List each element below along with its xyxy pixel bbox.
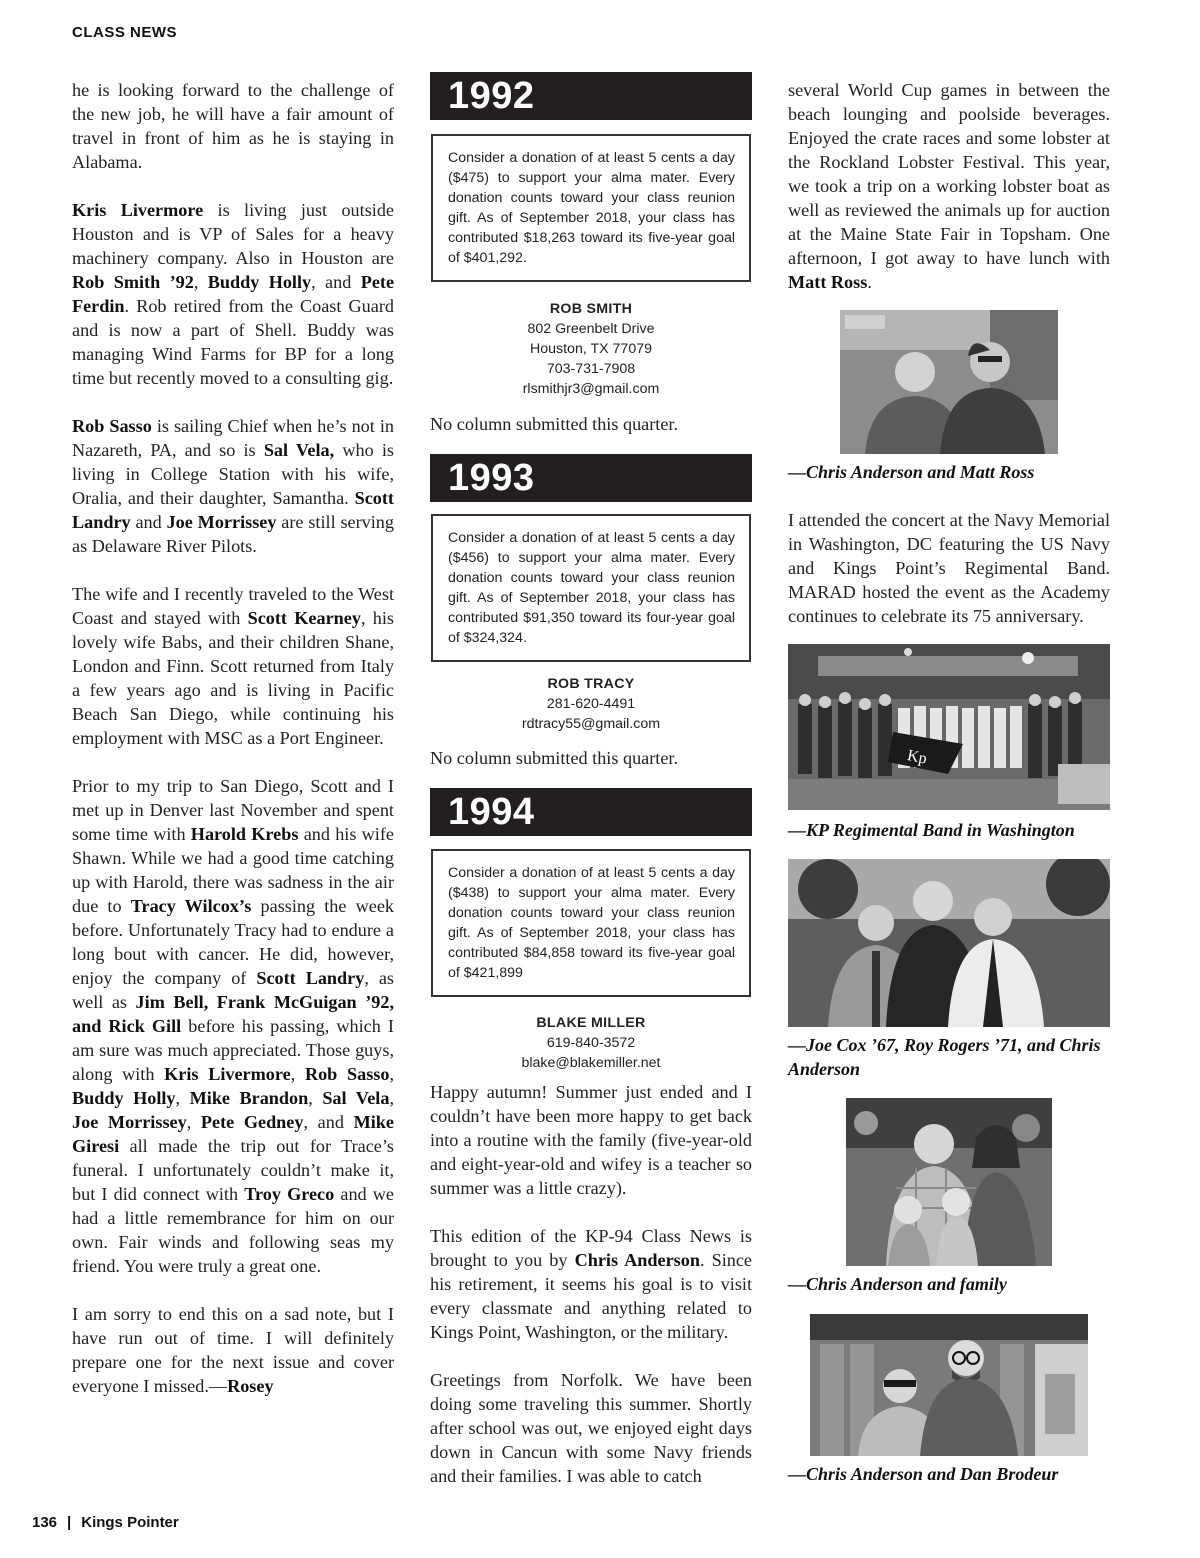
right-column-paragraph-2 <box>788 508 1110 628</box>
flag-text: Kp <box>905 747 929 768</box>
mid-paragraph: This edition of the KP-94 Class News is brought to you by Chris Anderson. Since his retirement, it seems his goal is to visit every classmate and anything related to Kings Point, Washington, or the military. <box>430 1226 752 1342</box>
left-column <box>72 78 394 1398</box>
photo-regimental-band <box>788 644 1110 810</box>
contact-email[interactable]: rlsmithjr3@gmail.com <box>522 381 660 397</box>
donation-box-1992: Consider a donation of at least 5 cents a day ($475) to support your alma mater. Every donation counts toward your class reunion gift. As of September 2018, your class has contributed $18,263 toward its five-year goal of $401,292. <box>431 134 751 282</box>
right-column <box>788 78 1110 294</box>
contact-name: ROB SMITH <box>549 301 633 317</box>
page-footer <box>32 1514 179 1531</box>
photo-caption: —KP Regimental Band in Washington <box>788 820 1075 840</box>
left-paragraph: Rob Sasso is sailing Chief when he’s not in Nazareth, PA, and so is Sal Vela, who is living in College Station with his wife, Oralia, and their daughter, Samantha. Scott Landry and Joe Morrissey are still serving as Delaware River Pilots. <box>72 416 394 556</box>
class-year-header-1992: 1992 <box>430 72 752 120</box>
contact-name: BLAKE MILLER <box>536 1015 646 1031</box>
contact-phone: 281-620-4491 <box>546 696 636 712</box>
left-paragraph: I am sorry to end this on a sad note, but I have run out of time. I will definitely prepare one for the next issue and cover everyone I missed.—Rosey <box>72 1304 394 1396</box>
contact-name: ROB TRACY <box>547 676 635 692</box>
photo-caption: —Chris Anderson and Dan Brodeur <box>788 1464 1059 1484</box>
class-contact-1993 <box>430 674 752 734</box>
donation-box-1994: Consider a donation of at least 5 cents a day ($438) to support your alma mater. Every donation counts toward your class reunion gift. As of September 2018, your class has contributed $84,858 toward its five-year goal of $421,899 <box>431 849 751 997</box>
contact-email[interactable]: blake@blakemiller.net <box>521 1055 661 1071</box>
section-title: CLASS NEWS <box>72 24 178 41</box>
no-column-note-1992: No column submitted this quarter. <box>430 414 679 434</box>
mid-paragraph: Greetings from Norfolk. We have been doing some traveling this summer. Shortly after school was out, we enjoyed eight days down in Cancun with some Navy friends and their families. I was able to catch <box>430 1370 752 1486</box>
class-1994-column <box>430 1080 752 1488</box>
photo-anderson-brodeur <box>810 1314 1088 1456</box>
mid-paragraph: Happy autumn! Summer just ended and I couldn’t have been more happy to get back into a routine with the family (five-year-old and eight-year-old and wifey is a teacher so summer was a little crazy). <box>430 1082 752 1198</box>
right-paragraph: several World Cup games in between the beach lounging and poolside beverages. Enjoyed the crate races and some lobster at the Rockland Lobster Festival. This year, we took a trip on a working lobster boat as well as reviewed the animals up for auction at the Maine State Fair in Topsham. One afternoon, I got away to have lunch with Matt Ross. <box>788 80 1110 292</box>
left-paragraph: he is looking forward to the challenge of the new job, he will have a fair amount of travel in front of him as he is staying in Alabama. <box>72 80 394 172</box>
photo-cox-rogers-anderson <box>788 859 1110 1027</box>
photo-anderson-ross <box>840 310 1058 454</box>
donation-box-1993: Consider a donation of at least 5 cents a day ($456) to support your alma mater. Every donation counts toward your class reunion gift. As of September 2018, your class has contributed $91,350 toward its four-year goal of $324,324. <box>431 514 751 662</box>
class-year-header-1993: 1993 <box>430 454 752 502</box>
photo-caption: —Chris Anderson and Matt Ross <box>788 462 1035 482</box>
photo-caption: —Joe Cox ’67, Roy Rogers ’71, and Chris Anderson <box>788 1035 1101 1079</box>
contact-phone: 619-840-3572 <box>546 1035 636 1051</box>
no-column-note-1993: No column submitted this quarter. <box>430 748 679 768</box>
footer-separator: | <box>67 1514 72 1531</box>
page-number: 136 <box>32 1514 58 1531</box>
contact-city: Houston, TX 77079 <box>530 341 652 357</box>
class-year-header-1994: 1994 <box>430 788 752 836</box>
left-paragraph: Kris Livermore is living just outside Houston and is VP of Sales for a heavy machinery company. Also in Houston are Rob Smith ’92, Buddy Holly, and Pete Ferdin. Rob retired from the Coast Guard and is now a part of Shell. Buddy was managing Wind Farms for BP for a long time but recently moved to a consulting gig. <box>72 200 395 388</box>
left-paragraph: The wife and I recently traveled to the West Coast and stayed with Scott Kearney, his lovely wife Babs, and their children Shane, London and Finn. Scott returned from Italy a few years ago and is living in Pacific Beach San Diego, while continuing his employment with MSC as a Port Engineer. <box>72 584 394 748</box>
left-paragraph: Prior to my trip to San Diego, Scott and I met up in Denver last November and spent some time with Harold Krebs and his wife Shawn. While we had a good time catching up with Harold, there was sadness in the air due to Tracy Wilcox’s passing the week before. Unfortunately Tracy had to endure a long bout with cancer. He did, however, enjoy the company of Scott Landry, as well as Jim Bell, Frank McGuigan ’92, and Rick Gill before his passing, which I am sure was much appreciated. Those guys, along with Kris Livermore, Rob Sasso, Buddy Holly, Mike Brandon, Sal Vela, Joe Morrissey, Pete Gedney, and Mike Giresi all made the trip out for Trace’s funeral. I unfortunately couldn’t make it, but I did connect with Troy Greco and we had a little remembrance for him on our own. Fair winds and following seas my friend. You were truly a great one. <box>72 776 395 1276</box>
publication-name: Kings Pointer <box>81 1514 179 1531</box>
contact-address: 802 Greenbelt Drive <box>527 321 655 337</box>
photo-caption: —Chris Anderson and family <box>788 1274 1007 1294</box>
right-paragraph: I attended the concert at the Navy Memorial in Washington, DC featuring the US Navy and Kings Point’s Regimental Band. MARAD hosted the event as the Academy continues to celebrate its 75 anniversary. <box>788 510 1110 626</box>
class-contact-1994 <box>430 1013 752 1073</box>
contact-phone: 703-731-7908 <box>546 361 636 377</box>
contact-email[interactable]: rdtracy55@gmail.com <box>521 716 661 732</box>
class-contact-1992 <box>430 299 752 399</box>
photo-anderson-family <box>846 1098 1052 1266</box>
